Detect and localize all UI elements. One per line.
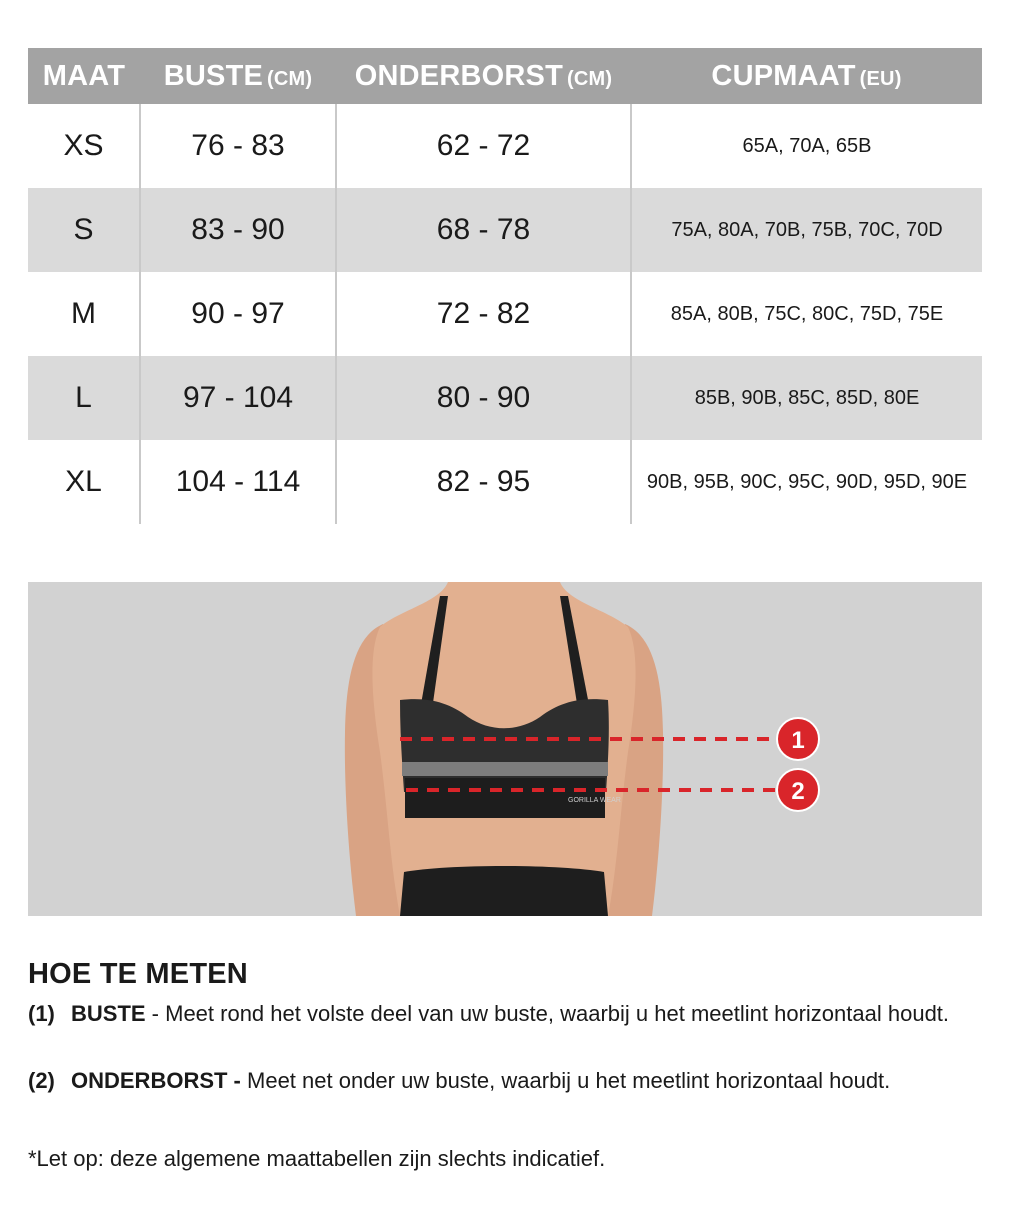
cell-buste: 104 - 114 (140, 440, 336, 524)
brand-print: GORILLA WEAR (568, 797, 621, 804)
step-number: (2) (28, 1068, 55, 1093)
cell-cupmaat: 90B, 95B, 90C, 95C, 90D, 95D, 90E (646, 471, 968, 493)
cell-cupmaat: 85A, 80B, 75C, 80C, 75D, 75E (670, 303, 944, 325)
bra-grey-band (402, 762, 608, 776)
cell-onderborst: 62 - 72 (336, 104, 631, 188)
table-row (28, 272, 982, 356)
header-cupmaat-unit: (EU) (859, 67, 902, 90)
measurement-illustration (28, 582, 982, 916)
header-maat: MAAT (28, 48, 140, 104)
cell-maat: M (28, 272, 140, 356)
step-term: BUSTE (71, 1001, 146, 1026)
disclaimer-note: *Let op: deze algemene maattabellen zijn slechts indicatief. (28, 1146, 606, 1171)
cell-buste: 97 - 104 (140, 356, 336, 440)
marker-1-label: 1 (791, 727, 805, 754)
howto-step-bust (28, 997, 988, 1031)
header-onderborst-unit: (CM) (567, 67, 613, 90)
model-figure (28, 582, 982, 916)
cell-onderborst: 82 - 95 (336, 440, 631, 524)
howto-title: HOE TE METEN (28, 958, 248, 990)
size-chart-table (28, 48, 982, 524)
table-row (28, 104, 982, 188)
table-row (28, 356, 982, 440)
marker-2-label: 2 (791, 778, 805, 805)
cell-buste: 83 - 90 (140, 188, 336, 272)
cell-onderborst: 72 - 82 (336, 272, 631, 356)
cell-maat: L (28, 356, 140, 440)
cell-buste: 90 - 97 (140, 272, 336, 356)
step-text: Meet net onder uw buste, waarbij u het meetlint horizontaal houdt. (240, 1068, 891, 1093)
table-row (28, 440, 982, 524)
header-cupmaat: CUPMAAT (EU) (631, 48, 982, 104)
cell-cupmaat: 65A, 70A, 65B (742, 135, 872, 157)
step-text: - Meet rond het volste deel van uw buste, waarbij u het meetlint horizontaal houdt. (145, 1001, 950, 1026)
cell-onderborst: 68 - 78 (336, 188, 631, 272)
leggings (400, 866, 608, 916)
cell-buste: 76 - 83 (140, 104, 336, 188)
step-number: (1) (28, 1001, 55, 1026)
cell-onderborst: 80 - 90 (336, 356, 631, 440)
step-term: ONDERBORST - (71, 1068, 241, 1093)
table-header-row (28, 48, 982, 104)
howto-step-underbust (28, 1064, 988, 1098)
header-onderborst: ONDERBORST (CM) (336, 48, 631, 104)
header-buste-unit: (CM) (267, 67, 313, 90)
cell-maat: S (28, 188, 140, 272)
cell-maat: XS (28, 104, 140, 188)
header-buste: BUSTE (CM) (140, 48, 336, 104)
cell-maat: XL (28, 440, 140, 524)
cell-cupmaat: 85B, 90B, 85C, 85D, 80E (631, 356, 982, 440)
table-row (28, 188, 982, 272)
cell-cupmaat: 75A, 80A, 70B, 75B, 70C, 70D (631, 188, 982, 272)
